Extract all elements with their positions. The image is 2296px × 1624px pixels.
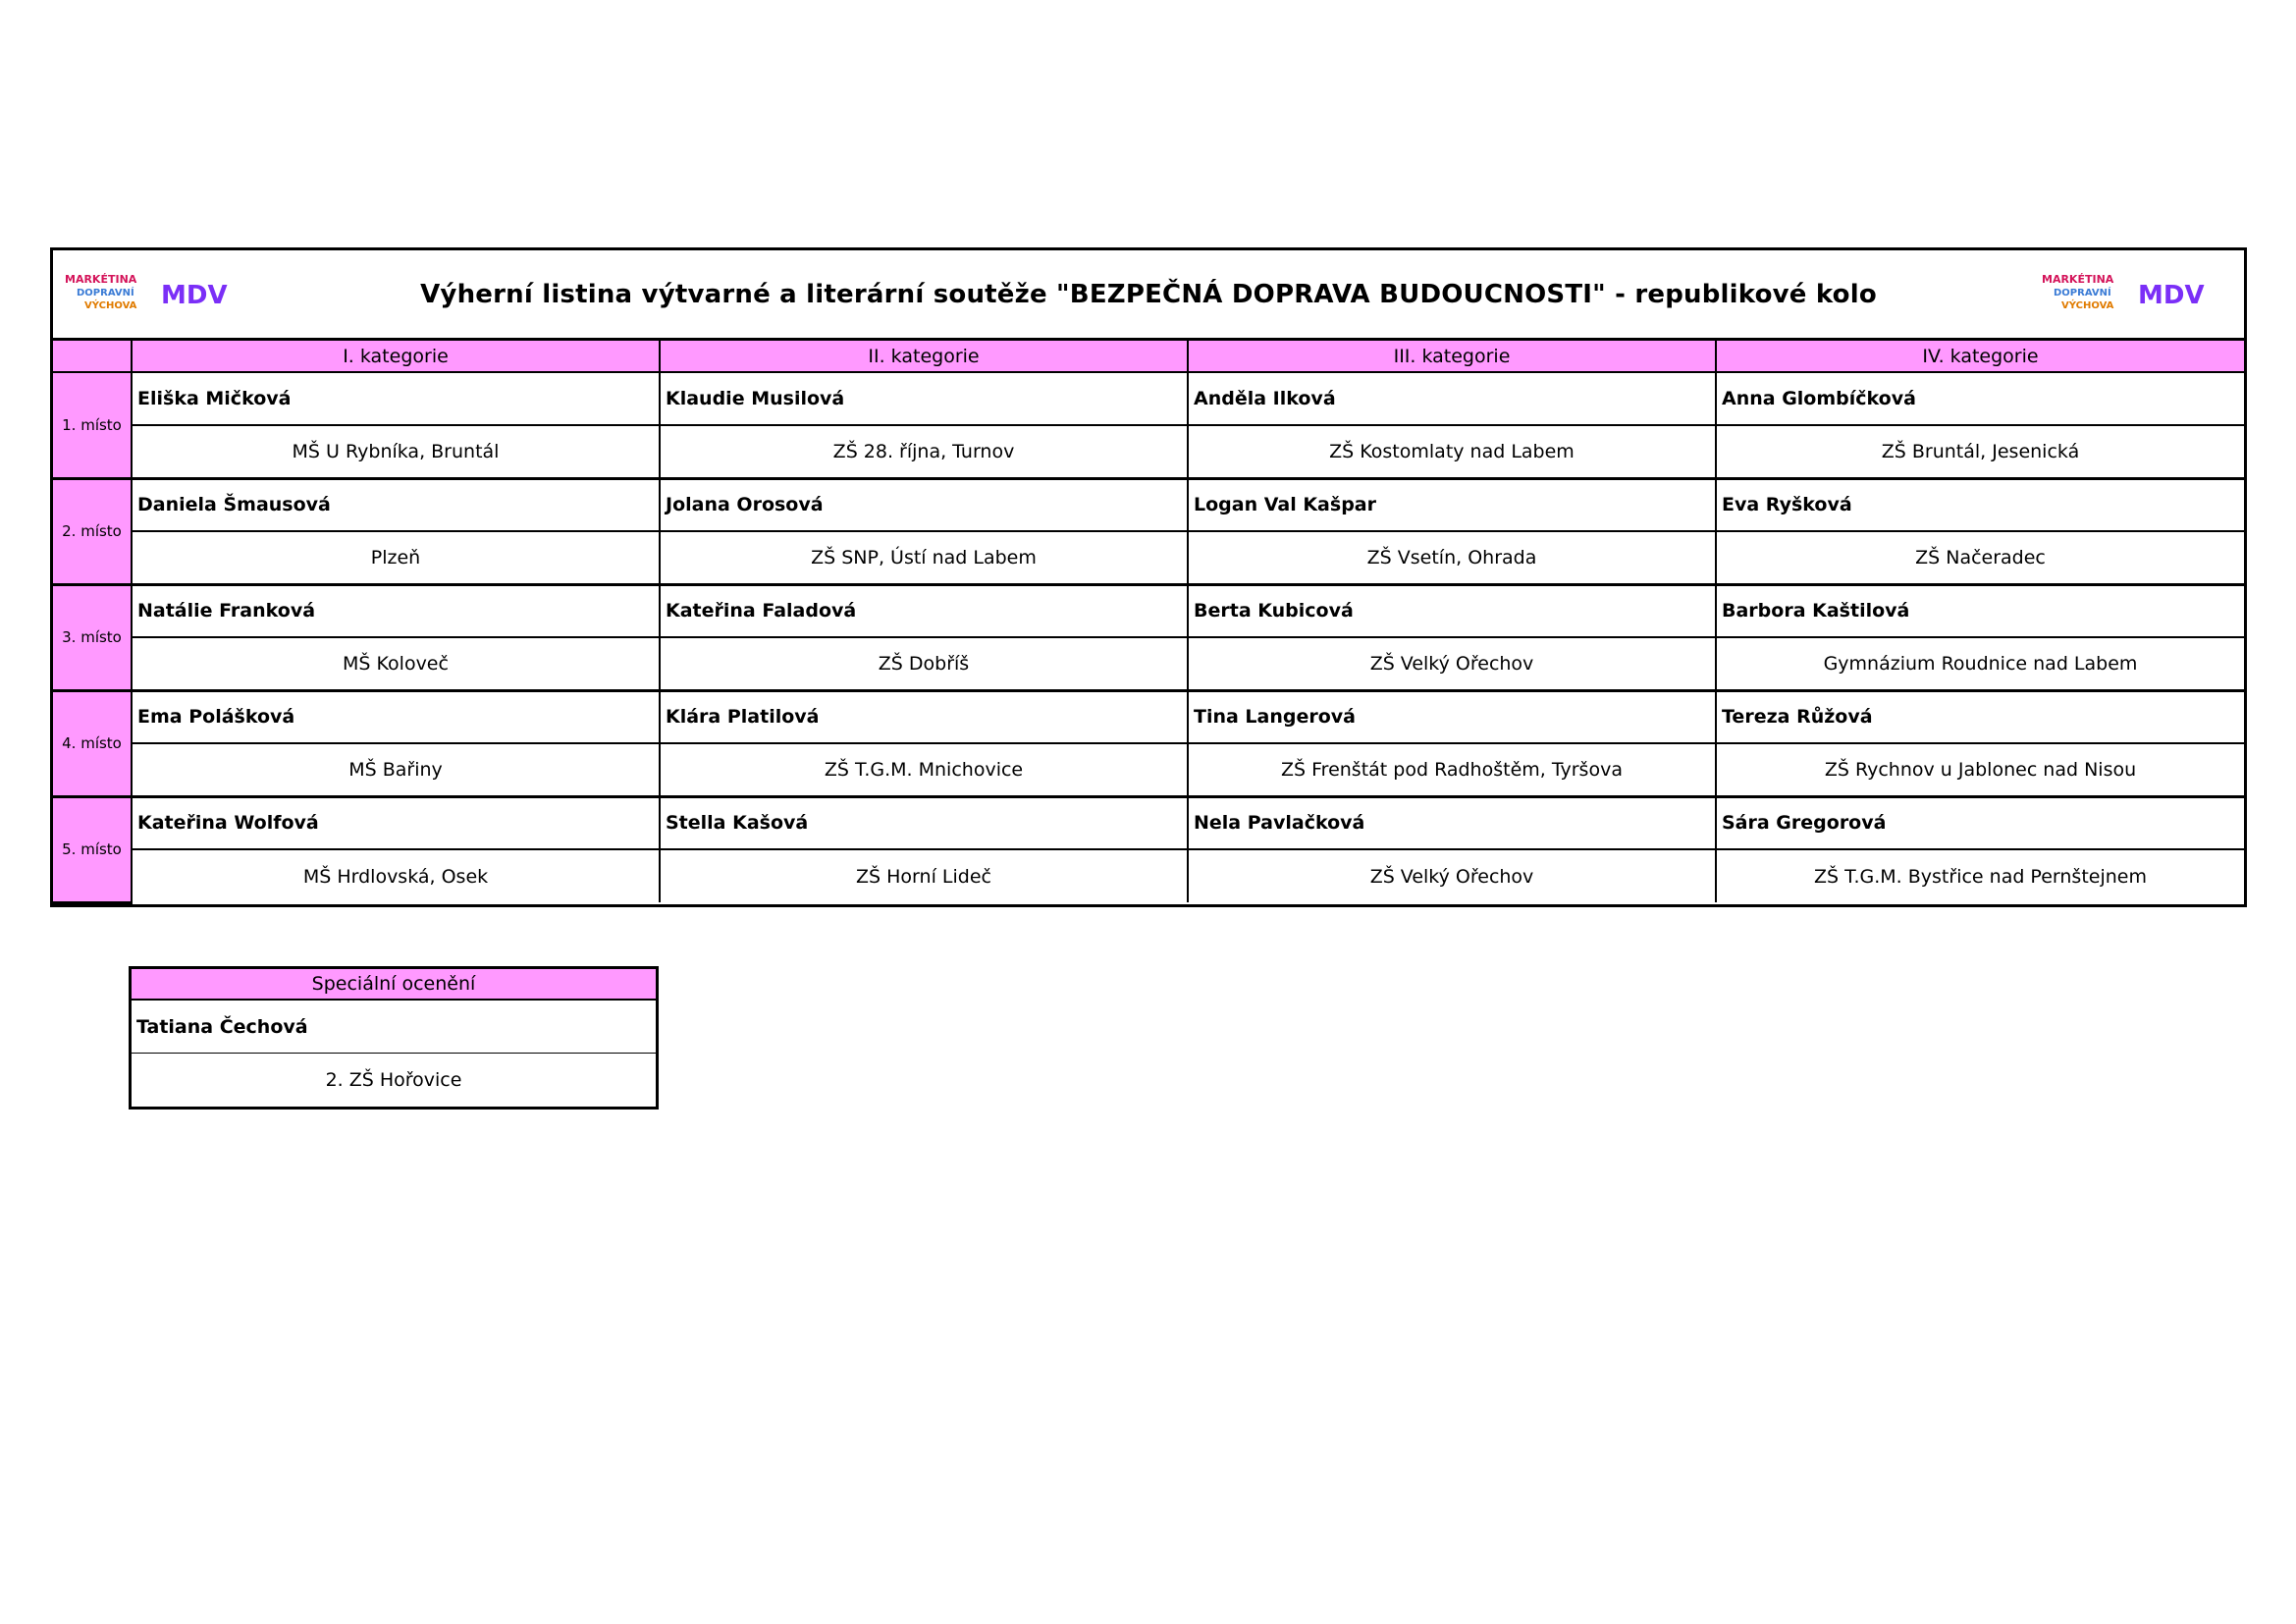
winner-name: Tereza Růžová	[1716, 690, 2244, 743]
category-heading: III. kategorie	[1188, 341, 1716, 372]
winner-name: Anna Glombíčková	[1716, 372, 2244, 425]
winner-name: Eva Ryšková	[1716, 478, 2244, 531]
results-grid	[53, 341, 2244, 904]
winner-name: Kateřina Wolfová	[132, 796, 660, 849]
winner-name: Natálie Franková	[132, 584, 660, 637]
winner-school: ZŠ T.G.M. Mnichovice	[660, 743, 1188, 796]
special-award-heading: Speciální ocenění	[132, 969, 656, 1001]
winner-school: MŠ Koloveč	[132, 637, 660, 690]
table-row	[53, 425, 2244, 478]
table-row	[53, 849, 2244, 902]
logo-line1: MARKÉTINA	[65, 273, 137, 286]
place-label: 5. místo	[53, 796, 132, 902]
logo-line1: MARKÉTINA	[2042, 273, 2114, 286]
winner-school: ZŠ SNP, Ústí nad Labem	[660, 531, 1188, 584]
winner-name: Berta Kubicová	[1188, 584, 1716, 637]
winner-school: ZŠ Vsetín, Ohrada	[1188, 531, 1716, 584]
logo-mark: MDV	[161, 281, 228, 310]
winner-school: Plzeň	[132, 531, 660, 584]
table-row	[53, 743, 2244, 796]
category-heading: IV. kategorie	[1716, 341, 2244, 372]
winner-school: ZŠ Frenštát pod Radhoštěm, Tyršova	[1188, 743, 1716, 796]
winner-name: Sára Gregorová	[1716, 796, 2244, 849]
mdv-logo	[63, 270, 232, 315]
table-row	[53, 478, 2244, 531]
winner-name: Klaudie Musilová	[660, 372, 1188, 425]
results-table	[50, 247, 2247, 907]
winner-name: Logan Val Kašpar	[1188, 478, 1716, 531]
winner-school: MŠ Hrdlovská, Osek	[132, 849, 660, 902]
winner-name: Stella Kašová	[660, 796, 1188, 849]
logo-mark: MDV	[2138, 281, 2205, 310]
place-label: 3. místo	[53, 584, 132, 690]
logo-line3: VÝCHOVA	[84, 300, 137, 311]
category-header-row	[53, 341, 2244, 372]
mdv-logo	[2040, 270, 2209, 315]
winner-name: Daniela Šmausová	[132, 478, 660, 531]
table-row	[53, 531, 2244, 584]
winner-name: Barbora Kaštilová	[1716, 584, 2244, 637]
table-row	[53, 584, 2244, 637]
page-title: Výherní listina výtvarné a literární soutěže "BEZPEČNÁ DOPRAVA BUDOUCNOSTI" - republikové kolo	[420, 279, 1877, 309]
logo-line3: VÝCHOVA	[2061, 300, 2114, 311]
winner-name: Tina Langerová	[1188, 690, 1716, 743]
winner-school: ZŠ Velký Ořechov	[1188, 637, 1716, 690]
winner-school: ZŠ Velký Ořechov	[1188, 849, 1716, 902]
logo-line2: DOPRAVNÍ	[77, 288, 134, 298]
corner-cell	[53, 341, 132, 372]
table-row	[53, 796, 2244, 849]
title-row	[53, 250, 2244, 341]
place-label: 4. místo	[53, 690, 132, 796]
place-label: 2. místo	[53, 478, 132, 584]
special-award-box	[129, 966, 659, 1110]
winner-school: ZŠ 28. října, Turnov	[660, 425, 1188, 478]
winner-school: MŠ U Rybníka, Bruntál	[132, 425, 660, 478]
winner-name: Eliška Mičková	[132, 372, 660, 425]
logo-line2: DOPRAVNÍ	[2054, 288, 2111, 298]
category-heading: I. kategorie	[132, 341, 660, 372]
winner-school: ZŠ Kostomlaty nad Labem	[1188, 425, 1716, 478]
winner-school: ZŠ Horní Lideč	[660, 849, 1188, 902]
winner-school: ZŠ Načeradec	[1716, 531, 2244, 584]
winner-name: Nela Pavlačková	[1188, 796, 1716, 849]
winner-name: Kateřina Faladová	[660, 584, 1188, 637]
place-label: 1. místo	[53, 372, 132, 478]
winner-school: MŠ Bařiny	[132, 743, 660, 796]
table-row	[53, 690, 2244, 743]
winner-school: ZŠ Dobříš	[660, 637, 1188, 690]
special-award-name: Tatiana Čechová	[132, 1001, 656, 1054]
winner-school: Gymnázium Roudnice nad Labem	[1716, 637, 2244, 690]
winner-name: Ema Polášková	[132, 690, 660, 743]
winner-school: ZŠ Bruntál, Jesenická	[1716, 425, 2244, 478]
winner-name: Jolana Orosová	[660, 478, 1188, 531]
winner-name: Anděla Ilková	[1188, 372, 1716, 425]
winner-name: Klára Platilová	[660, 690, 1188, 743]
winner-school: ZŠ Rychnov u Jablonec nad Nisou	[1716, 743, 2244, 796]
table-row	[53, 637, 2244, 690]
category-heading: II. kategorie	[660, 341, 1188, 372]
table-row	[53, 372, 2244, 425]
special-award-school: 2. ZŠ Hořovice	[325, 1069, 462, 1091]
winner-school: ZŠ T.G.M. Bystřice nad Pernštejnem	[1716, 849, 2244, 902]
